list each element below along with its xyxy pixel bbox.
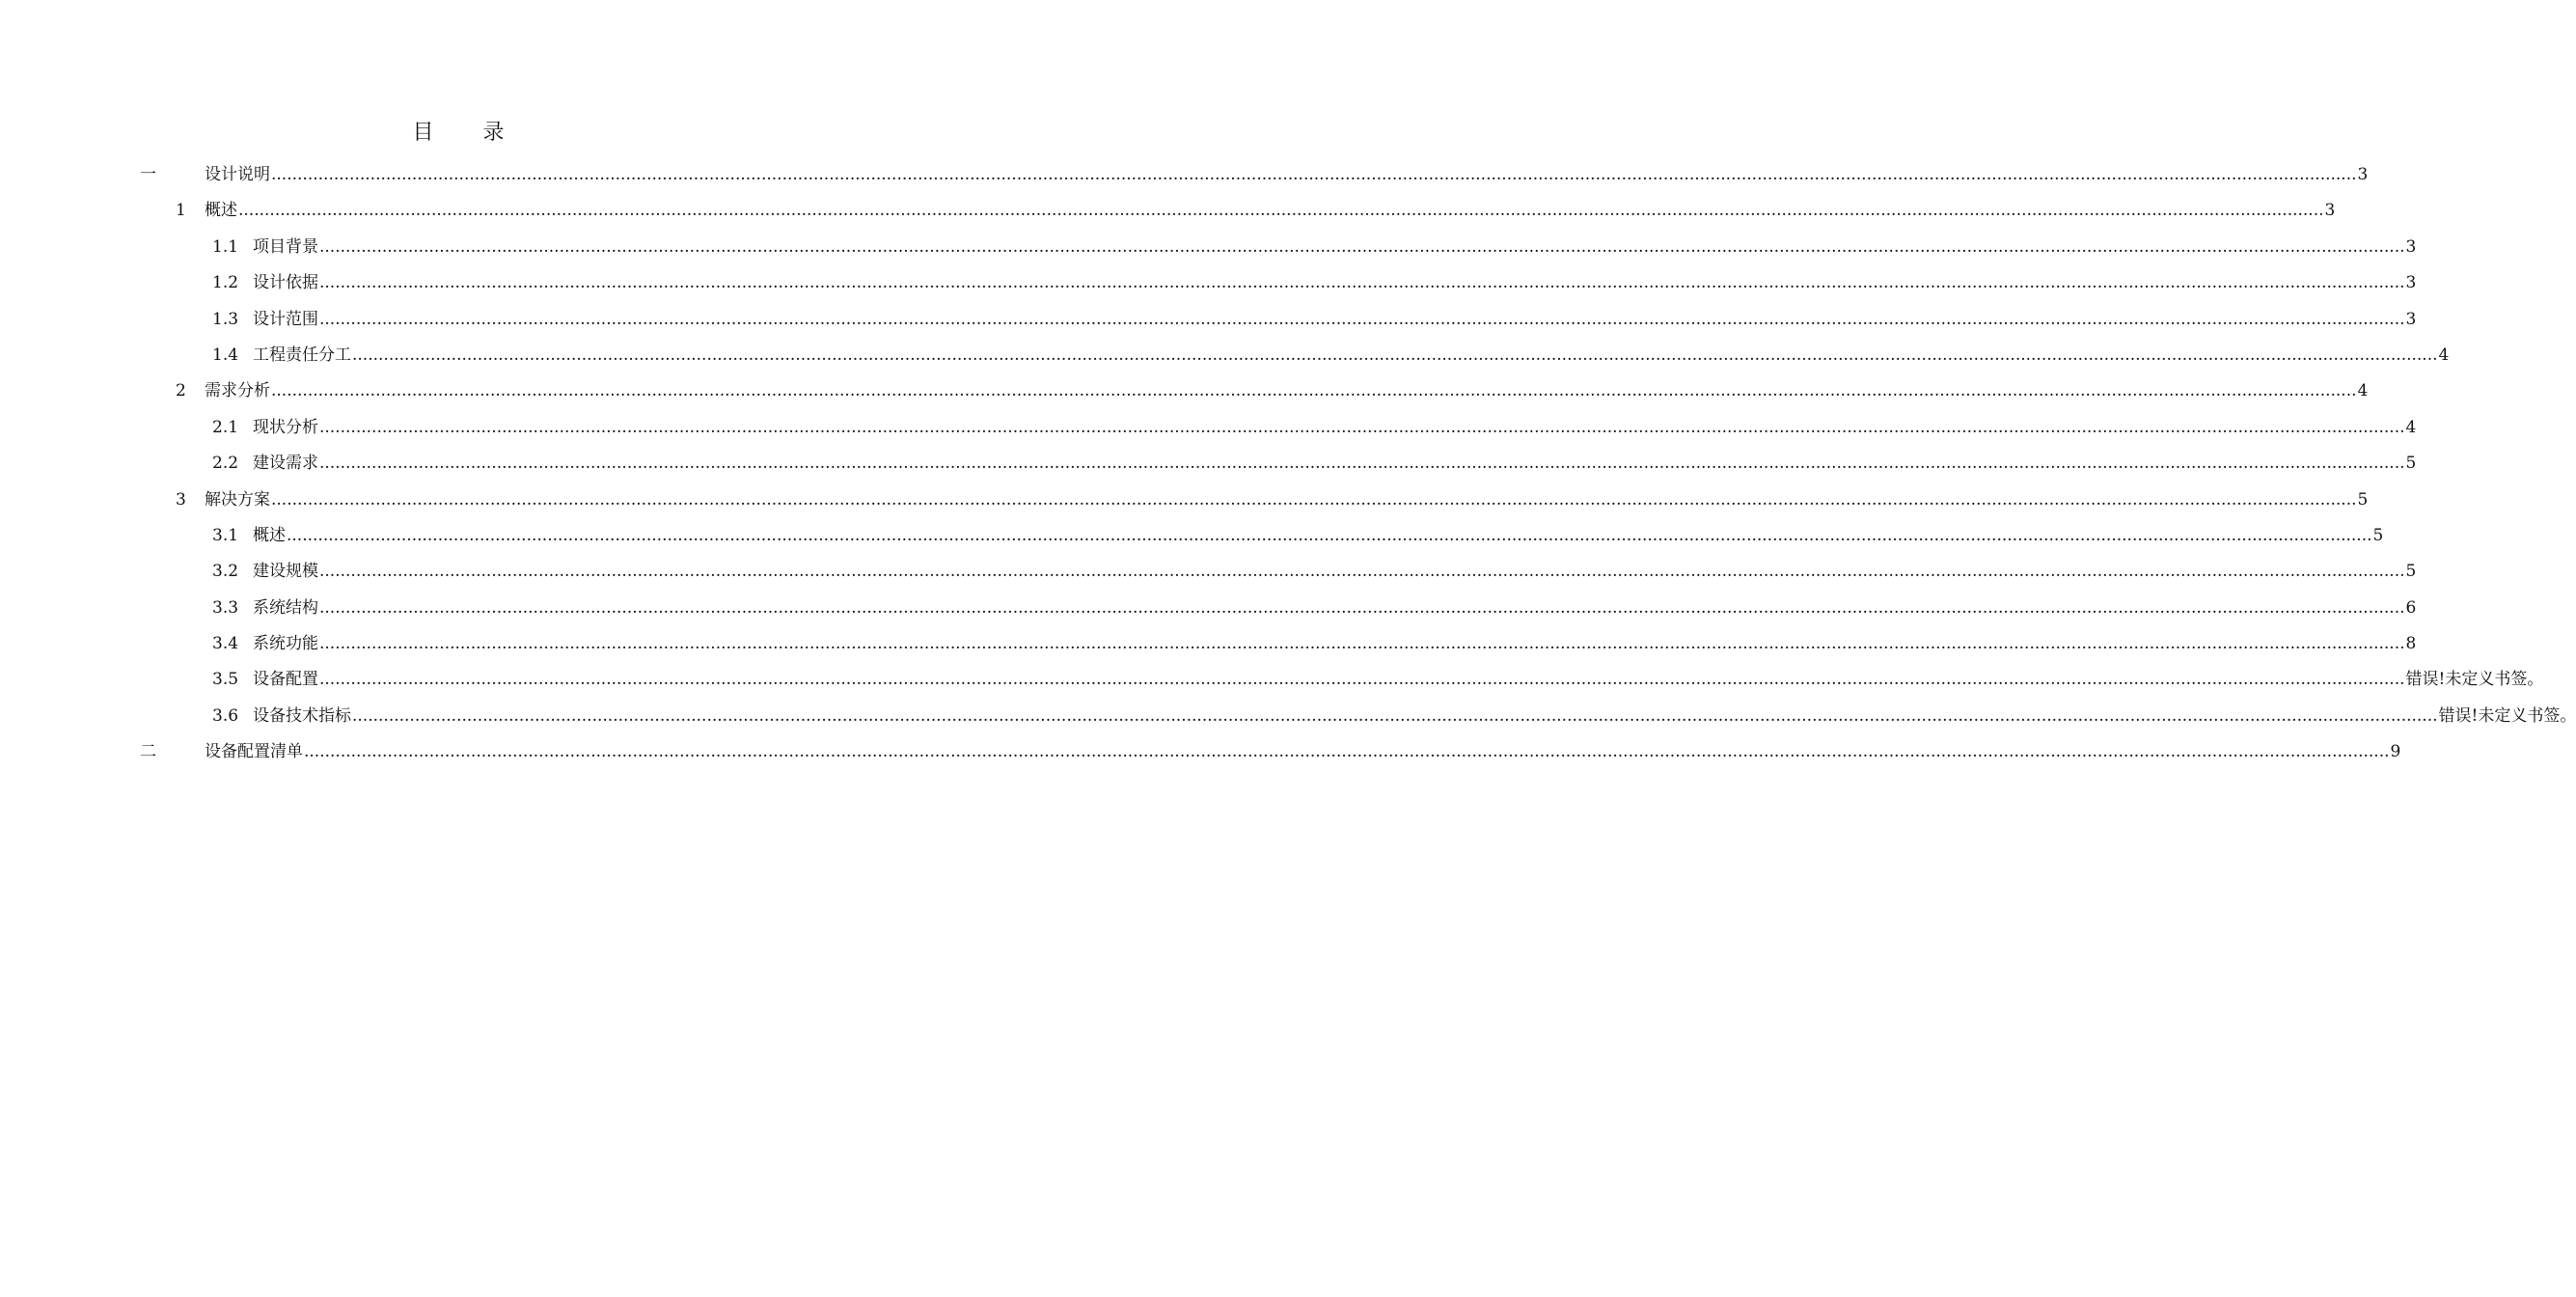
toc-dot-leader: ................................................................................................................................................................................................................................................................................................................................................................................................................ <box>319 634 2405 654</box>
toc-entry-line <box>253 338 2450 373</box>
toc-entry-page: 5 <box>2405 454 2417 474</box>
toc-dot-leader: ................................................................................................................................................................................................................................................................................................................................................................................................................ <box>319 273 2405 293</box>
toc-entry-page: 3 <box>2405 236 2417 257</box>
toc-entry-line <box>253 626 2417 662</box>
toc-entry-line <box>253 554 2417 590</box>
toc-entry-line <box>205 483 2369 518</box>
toc-entry[interactable] <box>0 518 2384 554</box>
toc-entry-page: 9 <box>2390 742 2401 762</box>
toc-dot-leader: ................................................................................................................................................................................................................................................................................................................................................................................................................ <box>319 562 2405 582</box>
toc-entry[interactable] <box>0 193 2336 229</box>
toc-entry-line <box>253 591 2417 626</box>
toc-entry-label[interactable]: 设计说明 <box>205 165 270 184</box>
toc-entry[interactable] <box>0 446 2417 482</box>
toc-entry-number: 3 <box>176 489 186 510</box>
toc-entry[interactable] <box>0 662 2544 698</box>
toc-entry[interactable] <box>0 554 2417 590</box>
toc-entry-line <box>253 410 2417 446</box>
toc-entry-line <box>205 373 2369 409</box>
toc-entry[interactable] <box>0 483 2369 518</box>
toc-dot-leader: ................................................................................................................................................................................................................................................................................................................................................................................................................ <box>319 309 2405 329</box>
toc-entry-number: 3.2 <box>212 562 239 582</box>
toc-entry-number: 3.1 <box>212 525 239 545</box>
toc-entry[interactable] <box>0 734 2401 770</box>
toc-entry-page: 5 <box>2372 525 2384 545</box>
toc-entry[interactable] <box>0 302 2417 338</box>
toc-entry-number: 1 <box>176 201 186 221</box>
toc-dot-leader: ................................................................................................................................................................................................................................................................................................................................................................................................................ <box>287 525 2372 545</box>
toc-dot-leader: ................................................................................................................................................................................................................................................................................................................................................................................................................ <box>352 705 2438 726</box>
toc-entry-page: 3 <box>2405 273 2417 293</box>
toc-entry[interactable] <box>0 410 2417 446</box>
toc-entry-number: 1.1 <box>212 236 239 257</box>
toc-entry-page: 3 <box>2324 201 2336 221</box>
toc-entry[interactable] <box>0 338 2450 373</box>
toc-entry-number: 二 <box>140 742 156 762</box>
toc-entry[interactable] <box>0 373 2369 409</box>
toc-dot-leader: ................................................................................................................................................................................................................................................................................................................................................................................................................ <box>238 201 2324 221</box>
toc-entry[interactable] <box>0 157 2369 193</box>
toc-dot-leader: ................................................................................................................................................................................................................................................................................................................................................................................................................ <box>319 454 2405 474</box>
toc-entry-label[interactable]: 项目背景 <box>253 236 318 257</box>
toc-entry-page: 6 <box>2405 597 2417 618</box>
toc-entry-line <box>253 518 2384 554</box>
toc-entry-page: 8 <box>2405 634 2417 654</box>
toc-entry-page: 错误!未定义书签。 <box>2438 705 2576 726</box>
toc-entry-label[interactable]: 概述 <box>253 525 286 545</box>
toc-entry-number: 1.3 <box>212 309 239 329</box>
toc-entry-label[interactable]: 设计范围 <box>253 309 318 329</box>
toc-entry-label[interactable]: 需求分析 <box>205 381 270 401</box>
toc-entry-line <box>253 265 2417 301</box>
toc-entry-page: 错误!未定义书签。 <box>2405 670 2544 690</box>
toc-entry[interactable] <box>0 591 2417 626</box>
toc-entry-label[interactable]: 设备配置 <box>253 670 318 690</box>
toc-dot-leader: ................................................................................................................................................................................................................................................................................................................................................................................................................ <box>271 165 2357 184</box>
toc-entry-label[interactable]: 现状分析 <box>253 417 318 437</box>
toc-entry-page: 4 <box>2357 381 2369 401</box>
toc-entry-line <box>253 699 2576 734</box>
toc-dot-leader: ................................................................................................................................................................................................................................................................................................................................................................................................................ <box>271 381 2357 401</box>
toc-entry-label[interactable]: 建设规模 <box>253 562 318 582</box>
toc-entry-label[interactable]: 系统功能 <box>253 634 318 654</box>
toc-entry[interactable] <box>0 626 2417 662</box>
toc-entry-number: 1.2 <box>212 273 239 293</box>
toc-entry[interactable] <box>0 699 2576 734</box>
toc-entry[interactable] <box>0 265 2417 301</box>
toc-dot-leader: ................................................................................................................................................................................................................................................................................................................................................................................................................ <box>319 670 2405 690</box>
toc-entry-label[interactable]: 系统结构 <box>253 597 318 618</box>
toc-entry-number: 3.4 <box>212 634 239 654</box>
toc-dot-leader: ................................................................................................................................................................................................................................................................................................................................................................................................................ <box>319 417 2405 437</box>
toc-entry-page: 3 <box>2357 165 2369 184</box>
toc-entry-number: 2.2 <box>212 454 239 474</box>
toc-entry-label[interactable]: 设计依据 <box>253 273 318 293</box>
toc-entry-label[interactable]: 建设需求 <box>253 454 318 474</box>
toc-entry[interactable] <box>0 230 2417 265</box>
toc-entry-label[interactable]: 解决方案 <box>205 489 270 510</box>
toc-entry-number: 3.5 <box>212 670 239 690</box>
toc-entry-line <box>253 662 2544 698</box>
toc-entry-page: 5 <box>2357 489 2369 510</box>
toc-entry-number: 2.1 <box>212 417 239 437</box>
toc-entry-number: 2 <box>176 381 186 401</box>
toc-dot-leader: ................................................................................................................................................................................................................................................................................................................................................................................................................ <box>352 345 2438 365</box>
toc-dot-leader: ................................................................................................................................................................................................................................................................................................................................................................................................................ <box>304 742 2390 762</box>
table-of-contents <box>0 157 2576 771</box>
toc-entry-line <box>253 302 2417 338</box>
toc-entry-page: 4 <box>2405 417 2417 437</box>
toc-entry-page: 4 <box>2438 345 2450 365</box>
toc-entry-label[interactable]: 概述 <box>205 201 237 221</box>
toc-entry-number: 1.4 <box>212 345 239 365</box>
toc-entry-line <box>205 734 2401 770</box>
toc-dot-leader: ................................................................................................................................................................................................................................................................................................................................................................................................................ <box>271 489 2357 510</box>
toc-entry-page: 3 <box>2405 309 2417 329</box>
toc-entry-number: 3.3 <box>212 597 239 618</box>
toc-entry-number: 3.6 <box>212 705 239 726</box>
toc-entry-line <box>205 157 2369 193</box>
toc-title: 目 录 <box>412 121 526 145</box>
toc-entry-line <box>253 446 2417 482</box>
toc-dot-leader: ................................................................................................................................................................................................................................................................................................................................................................................................................ <box>319 236 2405 257</box>
toc-entry-page: 5 <box>2405 562 2417 582</box>
toc-entry-label[interactable]: 工程责任分工 <box>253 345 351 365</box>
toc-entry-line <box>205 193 2336 229</box>
toc-entry-label[interactable]: 设备技术指标 <box>253 705 351 726</box>
toc-entry-label[interactable]: 设备配置清单 <box>205 742 303 762</box>
toc-entry-line <box>253 230 2417 265</box>
toc-entry-number: 一 <box>140 165 156 184</box>
toc-dot-leader: ................................................................................................................................................................................................................................................................................................................................................................................................................ <box>319 597 2405 618</box>
